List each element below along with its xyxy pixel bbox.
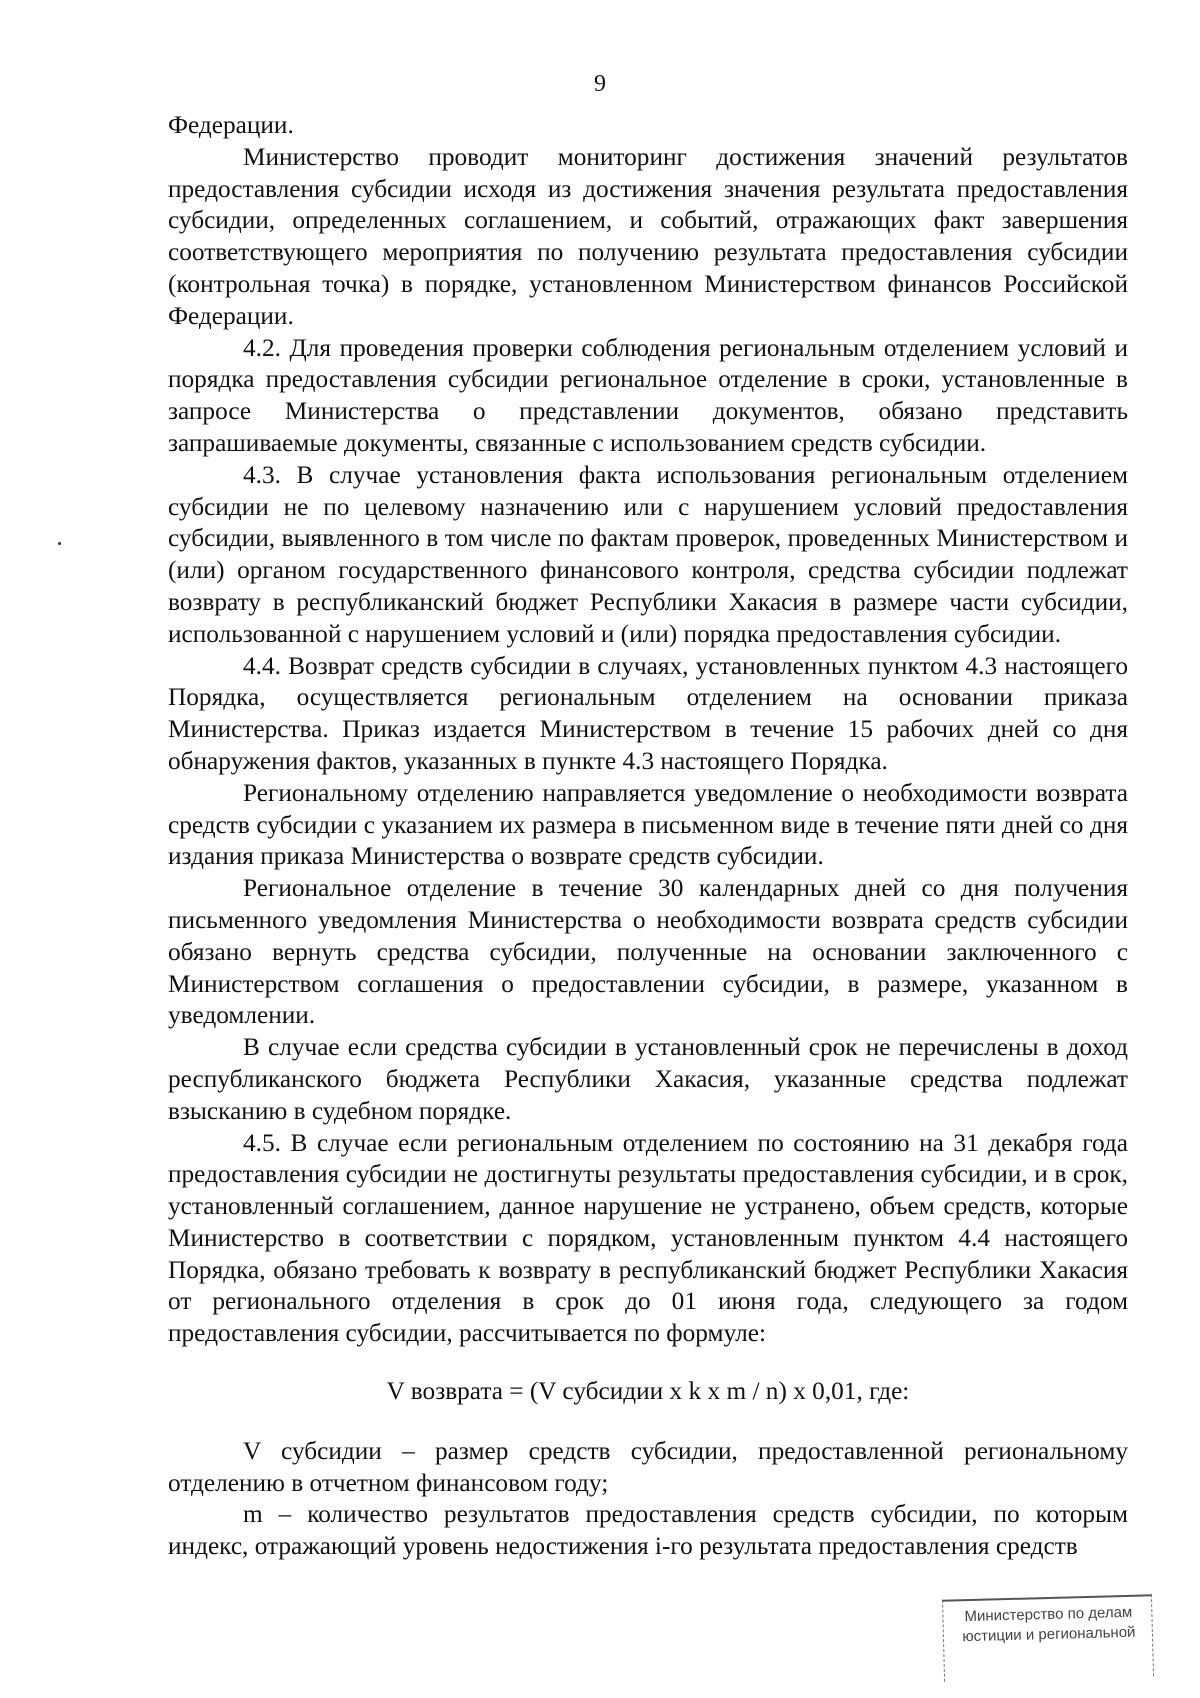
document-body [168,110,1128,1563]
definition-v-subsidy: V субсидии – размер средств субсидии, предоставленной региональному отделению в отчетном финансовом году; [168,1436,1128,1497]
definition-m: m – количество результатов предоставления средств субсидии, по которым индекс, отражающий уровень недостижения i-го результата предоставления средств [168,1500,1128,1561]
paragraph-monitoring: Министерство проводит мониторинг достижения значений результатов предоставления субсидии исходя из достижения значения результата предоставления субсидии, определенных соглашением, и событий, отражающих факт завершения соответствующего мероприятия по получению результата предоставления субсидии (контрольная точка) в порядке, установленном Министерством финансов Российской Федерации. [168,142,1128,330]
paragraph-4-4: 4.4. Возврат средств субсидии в случаях, установленных пунктом 4.3 настоящего Порядка, осуществляется региональным отделением на основании приказа Министерства. Приказ издается Министерством в течение 15 рабочих дней со дня обнаружения фактов, указанных в пункте 4.3 настоящего Порядка. [168,651,1128,775]
paragraph-federation-tail: Федерации. [168,111,294,139]
scan-speck [58,542,61,545]
stamp-line-2: юстиции и региональной [962,1623,1136,1646]
paragraph-4-5: 4.5. В случае если региональным отделением по состоянию на 31 декабря года предоставления субсидии не достигнуты результаты предоставления субсидии, и в срок, установленный соглашением, данное нарушение не устранено, объем средств, которые Министерство в соответствии с порядком, установленным пунктом 4.4 настоящего Порядка, обязано требовать к возврату в республиканский бюджет Республики Хакасия от регионального отделения в срок до 01 июня года, следующего за годом предоставления субсидии, рассчитывается по формуле: [168,1128,1128,1348]
paragraph-judicial-recovery: В случае если средства субсидии в установленный срок не перечислены в доход республиканского бюджета Республики Хакасия, указанные средства подлежат взысканию в судебном порядке. [168,1033,1128,1125]
paragraph-refund-deadline: Региональное отделение в течение 30 календарных дней со дня получения письменного уведомления Министерства о необходимости возврата средств субсидии обязано вернуть средства субсидии, полученные на основании заключенного с Министерством соглашения о предоставлении субсидии, в размере, указанном в уведомлении. [168,874,1128,1030]
stamp-line-1: Министерство по делам [964,1603,1133,1626]
page-number: 9 [594,71,606,97]
refund-formula: V возврата = (V субсидии x k x m / n) x 0,01, где: [386,1377,910,1406]
paragraph-4-3: 4.3. В случае установления факта использования региональным отделением субсидии не по целевому назначению или с нарушением условий предоставления субсидии, выявленного в том числе по фактам проверок, проведенных Министерством и (или) органом государственного финансового контроля, средства субсидии подлежат возврату в республиканский бюджет Республики Хакасия в размере части субсидии, использованной с нарушением условий и (или) порядка предоставления субсидии. [168,460,1128,648]
paragraph-notification: Региональному отделению направляется уведомление о необходимости возврата средств субсидии с указанием их размера в письменном виде в течение пяти дней со дня издания приказа Министерства о возврате средств субсидии. [168,778,1128,871]
paragraph-4-2: 4.2. Для проведения проверки соблюдения региональным отделением условий и порядка предоставления субсидии региональное отделение в сроки, установленные в запросе Министерства о представлении документов, обязано представить запрашиваемые документы, связанные с использованием средств субсидии. [168,333,1128,457]
ministry-stamp [942,1594,1154,1681]
